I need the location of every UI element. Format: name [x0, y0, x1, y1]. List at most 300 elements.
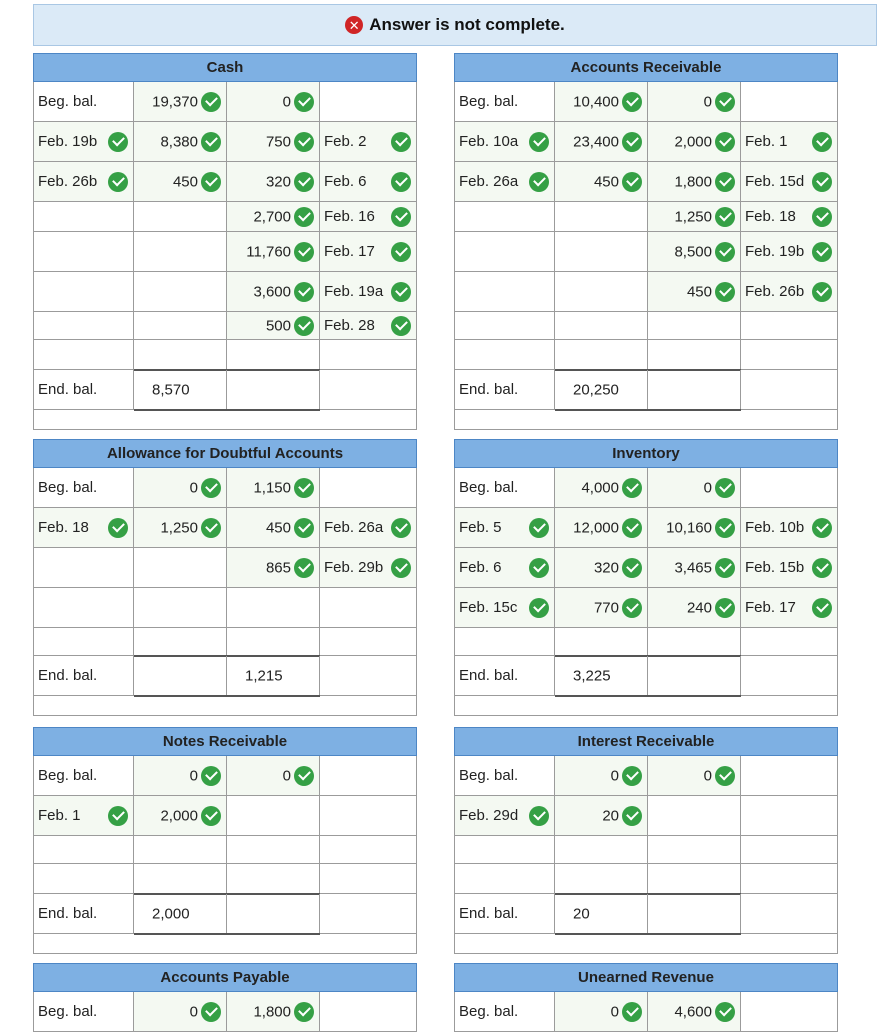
credit-date-label-cell[interactable]: [320, 232, 417, 272]
ledger-row: [33, 340, 417, 370]
debit-amount-cell[interactable]: [134, 796, 227, 836]
credit-date-label: Feb. 19b: [745, 242, 805, 260]
debit-amount-cell[interactable]: [134, 508, 227, 548]
ending-balance-label: End. bal.: [459, 904, 519, 922]
debit-date-label-cell[interactable]: [33, 756, 134, 796]
debit-amount-cell[interactable]: [555, 122, 648, 162]
check-icon: [108, 132, 128, 152]
debit-amount: 0: [610, 767, 619, 784]
credit-amount-cell[interactable]: [648, 340, 741, 370]
credit-date-label-cell[interactable]: [320, 992, 417, 1032]
debit-amount: 2,000: [160, 807, 198, 824]
debit-amount-cell[interactable]: [134, 756, 227, 796]
credit-amount: 320: [265, 173, 291, 190]
credit-date-label-cell[interactable]: [320, 122, 417, 162]
ending-debit-balance-cell[interactable]: [555, 894, 648, 934]
debit-amount-cell[interactable]: [555, 548, 648, 588]
debit-date-label: Feb. 18: [38, 518, 89, 536]
credit-date-label-cell[interactable]: [320, 468, 417, 508]
credit-date-label-cell[interactable]: [741, 162, 838, 202]
spacer-row: [454, 410, 838, 430]
credit-amount-cell[interactable]: [227, 272, 320, 312]
credit-date-label: Feb. 1: [745, 132, 788, 150]
credit-date-label-cell[interactable]: [741, 796, 838, 836]
check-icon: [529, 518, 549, 538]
ledger-row: [33, 548, 417, 588]
debit-amount-cell[interactable]: [555, 232, 648, 272]
credit-date-label-cell[interactable]: [741, 122, 838, 162]
account-title: Unearned Revenue: [454, 963, 838, 992]
check-icon: [622, 92, 642, 112]
debit-date-label-cell[interactable]: [454, 864, 555, 894]
check-icon: [622, 518, 642, 538]
account-title: Interest Receivable: [454, 727, 838, 756]
debit-date-label: Beg. bal.: [459, 1002, 519, 1020]
ending-balance-label-cell: [454, 370, 555, 410]
ending-credit-balance-cell[interactable]: [227, 656, 320, 696]
debit-amount-cell[interactable]: [555, 162, 648, 202]
debit-amount: 0: [189, 767, 198, 784]
debit-date-label-cell[interactable]: [33, 864, 134, 894]
debit-date-label-cell[interactable]: [33, 312, 134, 340]
credit-date-label: Feb. 26b: [745, 282, 805, 300]
check-icon: [391, 207, 411, 227]
credit-amount-cell[interactable]: [648, 508, 741, 548]
check-icon: [294, 207, 314, 227]
credit-date-label: Feb. 18: [745, 207, 796, 225]
ending-credit-balance-cell[interactable]: [227, 370, 320, 410]
debit-amount-cell[interactable]: [555, 312, 648, 340]
ending-balance-label-cell: [454, 894, 555, 934]
check-icon: [715, 132, 735, 152]
debit-date-label-cell[interactable]: [454, 588, 555, 628]
credit-date-label-cell[interactable]: [320, 312, 417, 340]
credit-date-label-cell[interactable]: [320, 162, 417, 202]
credit-date-label-cell[interactable]: [741, 272, 838, 312]
credit-amount-cell[interactable]: [227, 588, 320, 628]
debit-date-label: Feb. 5: [459, 518, 502, 536]
credit-amount-cell[interactable]: [227, 628, 320, 656]
debit-amount: 320: [593, 559, 619, 576]
ledger-row: [454, 202, 838, 232]
ending-debit-balance-cell[interactable]: [134, 370, 227, 410]
credit-amount-cell[interactable]: [227, 122, 320, 162]
ending-debit-balance-cell[interactable]: [555, 370, 648, 410]
credit-amount-cell[interactable]: [648, 864, 741, 894]
ending-credit-balance-cell[interactable]: [648, 656, 741, 696]
credit-amount-cell[interactable]: [227, 864, 320, 894]
check-icon: [715, 92, 735, 112]
debit-amount-cell[interactable]: [555, 756, 648, 796]
debit-amount-cell[interactable]: [134, 122, 227, 162]
credit-amount-cell[interactable]: [227, 232, 320, 272]
ledger-row: [454, 588, 838, 628]
debit-date-label-cell[interactable]: [454, 122, 555, 162]
credit-amount: 0: [703, 767, 712, 784]
credit-amount-cell[interactable]: [227, 82, 320, 122]
ledger-row: [33, 468, 417, 508]
credit-date-label-cell[interactable]: [741, 312, 838, 340]
debit-amount: 8,380: [160, 133, 198, 150]
credit-amount-cell[interactable]: [227, 508, 320, 548]
debit-amount: 1,250: [160, 519, 198, 536]
ending-credit-label-cell: [741, 656, 838, 696]
ending-balance-row: [33, 370, 417, 410]
debit-date-label-cell[interactable]: [33, 992, 134, 1032]
check-icon: [715, 242, 735, 262]
debit-date-label-cell[interactable]: [33, 508, 134, 548]
debit-amount: 450: [172, 173, 198, 190]
check-icon: [622, 132, 642, 152]
ledger-row: [33, 162, 417, 202]
ledger-row: [454, 628, 838, 656]
debit-date-label: Beg. bal.: [459, 92, 519, 110]
check-icon: [812, 282, 832, 302]
credit-amount: 1,800: [253, 1003, 291, 1020]
debit-date-label: Beg. bal.: [38, 766, 98, 784]
credit-date-label-cell[interactable]: [741, 508, 838, 548]
credit-date-label-cell[interactable]: [741, 468, 838, 508]
debit-date-label-cell[interactable]: [33, 836, 134, 864]
debit-amount-cell[interactable]: [134, 548, 227, 588]
debit-date-label: Feb. 15c: [459, 598, 518, 616]
ledger-row: [454, 548, 838, 588]
check-icon: [108, 172, 128, 192]
credit-date-label-cell[interactable]: [741, 340, 838, 370]
credit-date-label-cell[interactable]: [741, 588, 838, 628]
debit-date-label-cell[interactable]: [33, 628, 134, 656]
credit-amount: 2,700: [253, 208, 291, 225]
debit-date-label-cell[interactable]: [454, 796, 555, 836]
check-icon: [201, 806, 221, 826]
credit-date-label: Feb. 6: [324, 172, 367, 190]
credit-amount-cell[interactable]: [227, 468, 320, 508]
credit-amount-cell[interactable]: [648, 548, 741, 588]
debit-date-label-cell[interactable]: [454, 340, 555, 370]
credit-date-label-cell[interactable]: [741, 232, 838, 272]
credit-amount-cell[interactable]: [227, 202, 320, 232]
ledger-row: [454, 756, 838, 796]
check-icon: [201, 766, 221, 786]
ending-credit-balance-cell[interactable]: [648, 370, 741, 410]
ending-credit-balance-cell[interactable]: [227, 894, 320, 934]
check-icon: [529, 598, 549, 618]
credit-date-label-cell[interactable]: [320, 628, 417, 656]
credit-amount-cell[interactable]: [227, 312, 320, 340]
ledger-row: [454, 162, 838, 202]
debit-amount-cell[interactable]: [134, 628, 227, 656]
credit-date-label-cell[interactable]: [320, 548, 417, 588]
check-icon: [622, 598, 642, 618]
ending-balance-row: [454, 656, 838, 696]
debit-amount-cell[interactable]: [555, 588, 648, 628]
credit-date-label-cell[interactable]: [741, 628, 838, 656]
ledger-row: [33, 232, 417, 272]
debit-date-label-cell[interactable]: [454, 232, 555, 272]
check-icon: [391, 172, 411, 192]
ending-debit-balance: 20: [573, 905, 590, 922]
ending-credit-label-cell: [320, 894, 417, 934]
check-icon: [715, 207, 735, 227]
error-x-icon: ✕: [345, 16, 363, 34]
check-icon: [715, 172, 735, 192]
debit-date-label-cell[interactable]: [454, 992, 555, 1032]
debit-amount-cell[interactable]: [555, 992, 648, 1032]
check-icon: [201, 172, 221, 192]
account-title: Allowance for Doubtful Accounts: [33, 439, 417, 468]
debit-amount-cell[interactable]: [555, 468, 648, 508]
ledger-row: [454, 468, 838, 508]
credit-amount: 2,000: [674, 133, 712, 150]
ledger-row: [454, 836, 838, 864]
credit-date-label-cell[interactable]: [320, 864, 417, 894]
debit-amount-cell[interactable]: [134, 232, 227, 272]
credit-date-label: Feb. 26a: [324, 518, 384, 536]
ending-balance-label-cell: [33, 656, 134, 696]
ending-credit-label-cell: [741, 370, 838, 410]
credit-date-label-cell[interactable]: [320, 756, 417, 796]
ledger-row: [33, 796, 417, 836]
credit-date-label-cell[interactable]: [320, 82, 417, 122]
check-icon: [622, 558, 642, 578]
check-icon: [391, 242, 411, 262]
debit-amount-cell[interactable]: [134, 340, 227, 370]
ledger-row: [454, 272, 838, 312]
credit-date-label-cell[interactable]: [741, 756, 838, 796]
debit-amount-cell[interactable]: [555, 82, 648, 122]
ending-balance-label: End. bal.: [459, 666, 519, 684]
check-icon: [294, 242, 314, 262]
credit-date-label-cell[interactable]: [741, 202, 838, 232]
ending-debit-balance-cell[interactable]: [555, 656, 648, 696]
check-icon: [715, 518, 735, 538]
debit-date-label-cell[interactable]: [454, 548, 555, 588]
ending-balance-label: End. bal.: [38, 666, 98, 684]
credit-amount-cell[interactable]: [648, 756, 741, 796]
credit-date-label-cell[interactable]: [741, 548, 838, 588]
check-icon: [391, 132, 411, 152]
credit-amount: 865: [265, 559, 291, 576]
credit-amount-cell[interactable]: [227, 162, 320, 202]
check-icon: [812, 172, 832, 192]
debit-date-label-cell[interactable]: [33, 796, 134, 836]
check-icon: [812, 242, 832, 262]
credit-date-label-cell[interactable]: [741, 864, 838, 894]
debit-amount: 12,000: [573, 519, 619, 536]
debit-date-label-cell[interactable]: [454, 628, 555, 656]
debit-amount-cell[interactable]: [555, 628, 648, 656]
account-title: Inventory: [454, 439, 838, 468]
spacer-row: [454, 696, 838, 716]
debit-amount-cell[interactable]: [555, 340, 648, 370]
credit-date-label: Feb. 17: [324, 242, 375, 260]
credit-amount-cell[interactable]: [648, 468, 741, 508]
debit-date-label: Beg. bal.: [38, 1002, 98, 1020]
ledger-row: [33, 312, 417, 340]
debit-amount-cell[interactable]: [134, 468, 227, 508]
debit-amount-cell[interactable]: [134, 162, 227, 202]
debit-date-label-cell[interactable]: [33, 340, 134, 370]
ending-credit-label-cell: [320, 656, 417, 696]
check-icon: [294, 132, 314, 152]
credit-amount: 0: [282, 767, 291, 784]
debit-amount-cell[interactable]: [555, 864, 648, 894]
debit-date-label: Beg. bal.: [38, 478, 98, 496]
credit-amount-cell[interactable]: [227, 836, 320, 864]
ledger-row: [33, 122, 417, 162]
ledger-row: [33, 82, 417, 122]
debit-date-label-cell[interactable]: [33, 232, 134, 272]
debit-date-label: Feb. 26a: [459, 172, 519, 190]
credit-date-label-cell[interactable]: [741, 992, 838, 1032]
ledger-row: [33, 628, 417, 656]
debit-date-label-cell[interactable]: [454, 468, 555, 508]
credit-amount-cell[interactable]: [227, 548, 320, 588]
debit-date-label-cell[interactable]: [454, 162, 555, 202]
debit-date-label: Feb. 29d: [459, 806, 519, 824]
debit-amount-cell[interactable]: [134, 836, 227, 864]
credit-amount-cell[interactable]: [648, 232, 741, 272]
check-icon: [715, 558, 735, 578]
credit-date-label-cell[interactable]: [320, 202, 417, 232]
debit-amount: 10,400: [573, 93, 619, 110]
credit-amount: 450: [265, 519, 291, 536]
credit-amount: 1,250: [674, 208, 712, 225]
debit-amount-cell[interactable]: [555, 272, 648, 312]
ledger-row: [33, 202, 417, 232]
credit-date-label-cell[interactable]: [320, 796, 417, 836]
answer-status-banner: [33, 4, 877, 46]
debit-date-label-cell[interactable]: [33, 468, 134, 508]
spacer-row: [33, 696, 417, 716]
debit-amount-cell[interactable]: [134, 864, 227, 894]
check-icon: [812, 558, 832, 578]
debit-amount-cell[interactable]: [555, 796, 648, 836]
credit-amount-cell[interactable]: [648, 588, 741, 628]
credit-amount-cell[interactable]: [648, 162, 741, 202]
debit-amount-cell[interactable]: [134, 992, 227, 1032]
ending-debit-balance: 3,225: [573, 667, 611, 684]
debit-date-label: Feb. 26b: [38, 172, 98, 190]
debit-amount: 0: [189, 479, 198, 496]
debit-amount-cell[interactable]: [134, 202, 227, 232]
credit-amount: 0: [282, 93, 291, 110]
credit-amount-cell[interactable]: [648, 272, 741, 312]
ledger-row: [33, 756, 417, 796]
ending-balance-row: [33, 656, 417, 696]
debit-amount-cell[interactable]: [555, 508, 648, 548]
credit-amount-cell[interactable]: [648, 82, 741, 122]
credit-date-label-cell[interactable]: [741, 836, 838, 864]
debit-date-label-cell[interactable]: [454, 756, 555, 796]
credit-amount-cell[interactable]: [648, 122, 741, 162]
debit-date-label-cell[interactable]: [454, 508, 555, 548]
ending-balance-label: End. bal.: [459, 380, 519, 398]
credit-amount-cell[interactable]: [227, 340, 320, 370]
check-icon: [715, 598, 735, 618]
credit-amount-cell[interactable]: [648, 312, 741, 340]
check-icon: [201, 478, 221, 498]
debit-date-label-cell[interactable]: [454, 836, 555, 864]
credit-date-label-cell[interactable]: [320, 588, 417, 628]
debit-amount-cell[interactable]: [134, 82, 227, 122]
credit-date-label: Feb. 28: [324, 316, 375, 334]
ledger-row: [454, 864, 838, 894]
credit-date-label-cell[interactable]: [741, 82, 838, 122]
ledger-row: [33, 272, 417, 312]
check-icon: [529, 806, 549, 826]
ledger-row: [454, 796, 838, 836]
ending-debit-balance-cell[interactable]: [134, 656, 227, 696]
credit-amount-cell[interactable]: [648, 202, 741, 232]
check-icon: [622, 766, 642, 786]
ending-debit-balance-cell[interactable]: [134, 894, 227, 934]
credit-date-label-cell[interactable]: [320, 340, 417, 370]
debit-amount: 19,370: [152, 93, 198, 110]
debit-date-label-cell[interactable]: [454, 82, 555, 122]
credit-amount-cell[interactable]: [227, 992, 320, 1032]
debit-amount-cell[interactable]: [555, 202, 648, 232]
check-icon: [622, 478, 642, 498]
debit-date-label-cell[interactable]: [33, 122, 134, 162]
credit-date-label-cell[interactable]: [320, 836, 417, 864]
credit-amount: 1,800: [674, 173, 712, 190]
check-icon: [812, 132, 832, 152]
credit-date-label: Feb. 10b: [745, 518, 805, 536]
ledger-row: [454, 122, 838, 162]
debit-amount-cell[interactable]: [134, 312, 227, 340]
credit-date-label: Feb. 17: [745, 598, 796, 616]
credit-amount: 750: [265, 133, 291, 150]
credit-amount-cell[interactable]: [648, 796, 741, 836]
debit-date-label: Feb. 10a: [459, 132, 519, 150]
debit-date-label-cell[interactable]: [454, 202, 555, 232]
debit-amount-cell[interactable]: [134, 272, 227, 312]
credit-amount-cell[interactable]: [648, 836, 741, 864]
ledger-row: [454, 312, 838, 340]
spacer-row: [454, 934, 838, 954]
credit-amount-cell[interactable]: [648, 992, 741, 1032]
debit-date-label-cell[interactable]: [33, 162, 134, 202]
debit-date-label-cell[interactable]: [33, 202, 134, 232]
debit-date-label-cell[interactable]: [33, 82, 134, 122]
check-icon: [294, 766, 314, 786]
ending-credit-balance-cell[interactable]: [648, 894, 741, 934]
debit-date-label-cell[interactable]: [454, 312, 555, 340]
debit-amount-cell[interactable]: [555, 836, 648, 864]
debit-date-label-cell[interactable]: [33, 272, 134, 312]
check-icon: [294, 92, 314, 112]
debit-amount-cell[interactable]: [134, 588, 227, 628]
check-icon: [294, 282, 314, 302]
credit-amount-cell[interactable]: [227, 796, 320, 836]
credit-amount-cell[interactable]: [227, 756, 320, 796]
check-icon: [622, 806, 642, 826]
ending-balance-row: [33, 894, 417, 934]
check-icon: [715, 766, 735, 786]
debit-date-label-cell[interactable]: [33, 588, 134, 628]
debit-date-label-cell[interactable]: [454, 272, 555, 312]
credit-date-label-cell[interactable]: [320, 508, 417, 548]
ledger-row: [454, 232, 838, 272]
credit-date-label-cell[interactable]: [320, 272, 417, 312]
check-icon: [108, 806, 128, 826]
credit-amount: 11,760: [246, 243, 291, 260]
credit-date-label: Feb. 16: [324, 207, 375, 225]
debit-date-label-cell[interactable]: [33, 548, 134, 588]
credit-amount-cell[interactable]: [648, 628, 741, 656]
account-title: Cash: [33, 53, 417, 82]
